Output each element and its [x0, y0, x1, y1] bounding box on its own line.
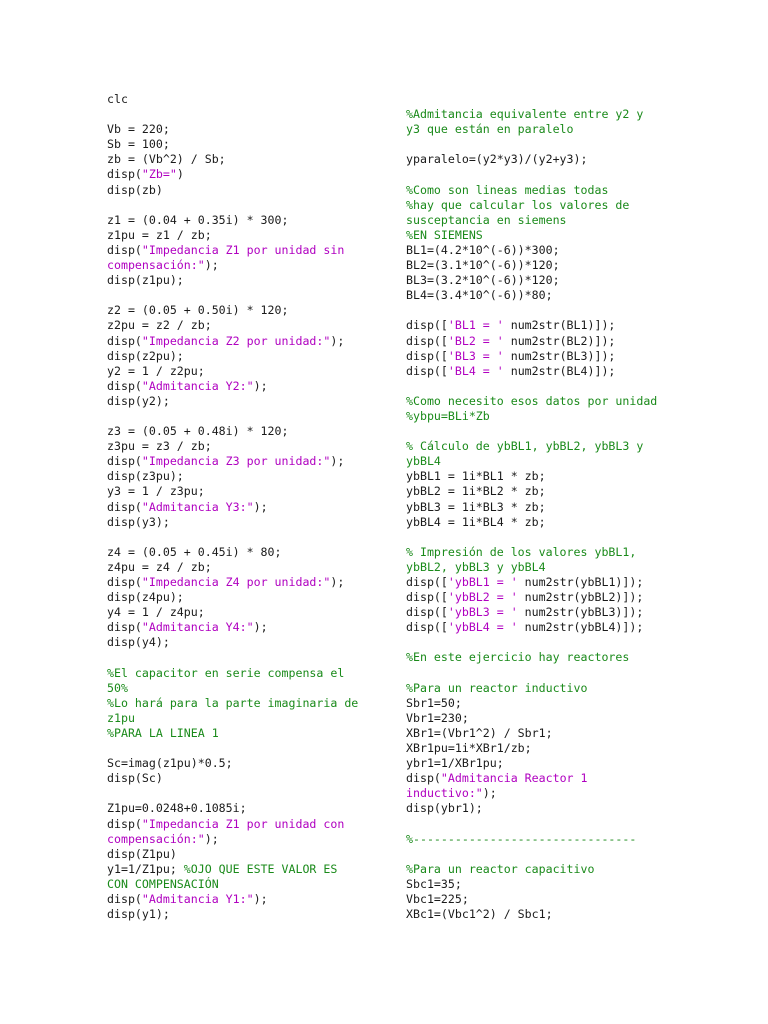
code-token: num2str(ybBL2)]);	[517, 590, 644, 605]
code-line	[107, 122, 389, 137]
code-line	[406, 469, 706, 484]
blank-line	[107, 741, 389, 756]
code-line	[107, 696, 389, 711]
code-line	[107, 605, 389, 620]
code-token: disp(y1);	[107, 907, 170, 922]
code-token: disp(z1pu);	[107, 273, 184, 288]
code-token: disp([	[406, 348, 448, 363]
code-line	[107, 635, 389, 650]
code-token: ybBL3 = 1i*BL3 * zb;	[406, 499, 546, 514]
string-token: "Admitancia Y2:"	[141, 378, 254, 393]
code-line	[406, 364, 706, 379]
code-token: Vbr1=230;	[406, 710, 469, 725]
string-token: inductivo:"	[406, 786, 483, 801]
code-token: z4 = (0.05 + 0.45i) * 80;	[107, 544, 282, 559]
blank-line	[107, 107, 389, 122]
comment-token: susceptancia en siemens	[406, 212, 567, 227]
string-token: "Impedancia Z1 por unidad sin	[141, 242, 345, 257]
code-token: z4pu = z4 / zb;	[107, 559, 212, 574]
comment-token: %hay que calcular los valores de	[406, 197, 630, 212]
code-line	[406, 243, 706, 258]
comment-token: % Cálculo de ybBL1, ybBL2, ybBL3 y	[406, 439, 644, 454]
code-line	[406, 711, 706, 726]
code-token: );	[330, 454, 345, 469]
code-token: BL4=(3.4*10^(-6))*80;	[406, 288, 553, 303]
blank-line	[107, 198, 389, 213]
code-line	[107, 862, 389, 877]
code-line	[406, 288, 706, 303]
code-token: Sbc1=35;	[406, 876, 462, 891]
code-token: y1=1/Z1pu;	[107, 861, 184, 876]
code-token: Vb = 220;	[107, 122, 170, 137]
comment-token: z1pu	[107, 710, 135, 725]
code-line	[406, 122, 706, 137]
comment-token: %Admitancia equivalente entre y2 y	[406, 107, 644, 122]
code-token: y3 = 1 / z3pu;	[107, 484, 205, 499]
code-token: disp(y4);	[107, 635, 170, 650]
code-line	[107, 560, 389, 575]
code-line	[107, 877, 389, 892]
code-line	[107, 258, 389, 273]
string-token: 'BL4 = '	[447, 363, 504, 378]
code-token: );	[204, 831, 219, 846]
code-token: Sc=imag(z1pu)*0.5;	[107, 756, 233, 771]
comment-token: %En este ejercicio hay reactores	[406, 650, 630, 665]
code-token: zb = (Vb^2) / Sb;	[107, 152, 226, 167]
code-line	[406, 862, 706, 877]
code-line	[406, 484, 706, 499]
blank-line	[406, 379, 706, 394]
code-line	[406, 801, 706, 816]
code-token: disp(z4pu);	[107, 590, 184, 605]
code-line	[406, 786, 706, 801]
code-token: yparalelo=(y2*y3)/(y2+y3);	[406, 152, 588, 167]
string-token: "Admitancia Y3:"	[141, 499, 254, 514]
code-line	[406, 605, 706, 620]
string-token: "Impedancia Z2 por unidad:"	[141, 333, 331, 348]
code-line	[107, 334, 389, 349]
code-line	[406, 515, 706, 530]
blank-line	[406, 666, 706, 681]
blank-line	[406, 424, 706, 439]
code-line	[406, 590, 706, 605]
string-token: 'BL2 = '	[447, 333, 504, 348]
code-token: disp([	[406, 605, 448, 620]
code-token: num2str(ybBL3)]);	[517, 605, 644, 620]
code-token: )	[176, 167, 184, 182]
code-token: disp([	[406, 363, 448, 378]
code-line	[406, 877, 706, 892]
comment-token: 50%	[107, 680, 128, 695]
code-line	[107, 303, 389, 318]
code-line	[406, 228, 706, 243]
string-token: 'ybBL1 = '	[447, 575, 518, 589]
string-token: 'BL3 = '	[447, 348, 504, 363]
string-token: "Impedancia Z1 por unidad con	[141, 816, 345, 831]
code-line	[107, 515, 389, 530]
code-line	[406, 545, 706, 560]
code-token: y2 = 1 / z2pu;	[107, 363, 205, 378]
code-line	[107, 711, 389, 726]
code-line	[406, 907, 706, 922]
code-line	[406, 756, 706, 771]
comment-token: %El capacitor en serie compensa el	[107, 665, 345, 680]
code-line	[107, 771, 389, 786]
code-line	[406, 575, 706, 590]
blank-line	[406, 137, 706, 152]
string-token: compensación:"	[107, 831, 205, 846]
code-token: disp(z2pu);	[107, 348, 184, 363]
code-token: Z1pu=0.0248+0.1085i;	[107, 801, 247, 816]
code-line	[107, 726, 389, 741]
code-line	[406, 394, 706, 409]
string-token: compensación:"	[107, 258, 205, 273]
code-line	[107, 379, 389, 394]
code-line	[107, 439, 389, 454]
code-token: Vbc1=225;	[406, 891, 469, 906]
code-line	[107, 152, 389, 167]
code-line	[406, 696, 706, 711]
comment-token: %ybpu=BLi*Zb	[406, 408, 490, 423]
code-line	[406, 771, 706, 786]
code-line	[406, 650, 706, 665]
code-token: num2str(BL1)]);	[503, 318, 616, 333]
code-line	[406, 318, 706, 333]
string-token: "Zb="	[141, 167, 177, 182]
code-token: z1pu = z1 / zb;	[107, 227, 212, 242]
code-line	[406, 892, 706, 907]
code-line	[107, 183, 389, 198]
code-line	[406, 198, 706, 213]
code-token: disp(	[107, 167, 142, 182]
code-token: XBr1=(Vbr1^2) / Sbr1;	[406, 725, 553, 740]
code-token: z1 = (0.04 + 0.35i) * 300;	[107, 212, 289, 227]
code-line	[107, 454, 389, 469]
code-token: ybBL2 = 1i*BL2 * zb;	[406, 484, 546, 499]
code-line	[107, 545, 389, 560]
code-line	[406, 213, 706, 228]
blank-line	[406, 635, 706, 650]
code-line	[107, 832, 389, 847]
code-line	[406, 620, 706, 635]
code-token: );	[482, 786, 497, 801]
code-line	[107, 469, 389, 484]
code-token: );	[330, 333, 345, 348]
comment-token: %Para un reactor capacitivo	[406, 861, 595, 876]
code-line	[107, 575, 389, 590]
blank-line	[406, 92, 706, 107]
code-token: );	[253, 499, 268, 514]
code-token: disp(zb)	[107, 182, 163, 197]
code-token: disp(z3pu);	[107, 469, 184, 484]
string-token: "Admitancia Y4:"	[141, 620, 254, 635]
code-line	[107, 801, 389, 816]
comment-token: %Para un reactor inductivo	[406, 680, 588, 695]
code-token: num2str(BL4)]);	[503, 363, 616, 378]
blank-line	[406, 817, 706, 832]
code-line	[406, 273, 706, 288]
code-line	[107, 349, 389, 364]
code-line	[107, 167, 389, 182]
code-token: );	[330, 575, 345, 589]
blank-line	[406, 303, 706, 318]
code-line	[107, 756, 389, 771]
code-line	[107, 213, 389, 228]
code-token: z2 = (0.05 + 0.50i) * 120;	[107, 303, 289, 318]
code-token: ybr1=1/XBr1pu;	[406, 756, 504, 771]
code-line	[406, 560, 706, 575]
code-token: num2str(ybBL1)]);	[517, 575, 644, 589]
blank-line	[107, 786, 389, 801]
code-token: BL2=(3.1*10^(-6))*120;	[406, 258, 560, 273]
code-line	[107, 500, 389, 515]
blank-line	[107, 650, 389, 665]
code-token: Sbr1=50;	[406, 695, 462, 710]
code-line	[406, 349, 706, 364]
code-token: );	[253, 891, 268, 906]
code-line	[107, 847, 389, 862]
blank-line	[406, 847, 706, 862]
code-line	[107, 424, 389, 439]
code-line	[406, 741, 706, 756]
code-token: BL3=(3.2*10^(-6))*120;	[406, 273, 560, 288]
code-line	[107, 394, 389, 409]
code-token: num2str(BL2)]);	[503, 333, 616, 348]
code-line	[406, 334, 706, 349]
code-line	[107, 137, 389, 152]
code-token: disp(	[107, 333, 142, 348]
comment-token: % Impresión de los valores ybBL1,	[406, 544, 637, 559]
code-token: disp(ybr1);	[406, 801, 483, 816]
code-token: disp([	[406, 318, 448, 333]
code-line	[406, 726, 706, 741]
code-token: disp([	[406, 620, 448, 635]
code-line	[406, 152, 706, 167]
code-token: disp(	[107, 378, 142, 393]
code-token: num2str(BL3)]);	[503, 348, 616, 363]
code-line	[107, 364, 389, 379]
code-line	[107, 817, 389, 832]
blank-line	[406, 167, 706, 182]
comment-token: y3 que están en paralelo	[406, 122, 574, 137]
code-token: disp(y3);	[107, 514, 170, 529]
blank-line	[107, 530, 389, 545]
code-line	[107, 484, 389, 499]
comment-token: %--------------------------------	[406, 831, 637, 846]
code-token: XBr1pu=1i*XBr1/zb;	[406, 741, 532, 756]
code-token: Sb = 100;	[107, 137, 170, 152]
code-line	[107, 681, 389, 696]
code-token: z3pu = z3 / zb;	[107, 439, 212, 454]
code-line	[406, 832, 706, 847]
code-token: disp(	[107, 454, 142, 469]
comment-token: %Como necesito esos datos por unidad	[406, 393, 658, 408]
code-token: disp(Sc)	[107, 771, 163, 786]
comment-token: %PARA LA LINEA 1	[107, 725, 219, 740]
code-token: XBc1=(Vbc1^2) / Sbc1;	[406, 907, 553, 922]
code-column-right	[406, 92, 706, 922]
string-token: 'ybBL4 = '	[447, 620, 518, 635]
code-token: ybBL4 = 1i*BL4 * zb;	[406, 514, 546, 529]
code-token: disp(	[107, 891, 142, 906]
code-line	[406, 681, 706, 696]
code-line	[107, 590, 389, 605]
comment-token: %OJO QUE ESTE VALOR ES	[183, 861, 338, 876]
code-token: );	[253, 378, 268, 393]
string-token: "Admitancia Reactor 1	[440, 771, 588, 786]
code-token: ybBL1 = 1i*BL1 * zb;	[406, 469, 546, 484]
blank-line	[406, 530, 706, 545]
blank-line	[107, 288, 389, 303]
code-token: disp(	[107, 816, 142, 831]
code-line	[107, 228, 389, 243]
code-line	[107, 620, 389, 635]
code-token: y4 = 1 / z4pu;	[107, 605, 205, 620]
string-token: "Impedancia Z3 por unidad:"	[141, 454, 331, 469]
string-token: 'ybBL2 = '	[447, 590, 518, 605]
code-line	[406, 500, 706, 515]
code-token: clc	[107, 92, 128, 106]
comment-token: %EN SIEMENS	[406, 227, 483, 242]
code-column-left	[107, 92, 389, 922]
code-line	[107, 273, 389, 288]
code-token: disp([	[406, 333, 448, 348]
code-token: z2pu = z2 / zb;	[107, 318, 212, 333]
code-line	[107, 318, 389, 333]
comment-token: %Lo hará para la parte imaginaria de	[107, 695, 359, 710]
code-token: disp(y2);	[107, 393, 170, 408]
code-token: disp(	[107, 620, 142, 635]
code-token: );	[204, 258, 219, 273]
comment-token: CON COMPENSACIÓN	[107, 876, 219, 891]
code-token: disp(	[406, 771, 441, 786]
code-token: num2str(ybBL4)]);	[517, 620, 644, 635]
code-line	[107, 892, 389, 907]
string-token: 'ybBL3 = '	[447, 605, 518, 620]
code-line	[406, 107, 706, 122]
code-line	[406, 454, 706, 469]
code-token: disp([	[406, 575, 448, 589]
code-line	[107, 666, 389, 681]
code-token: BL1=(4.2*10^(-6))*300;	[406, 242, 560, 257]
code-line	[406, 409, 706, 424]
comment-token: ybBL4	[406, 454, 441, 469]
code-token: disp(	[107, 575, 142, 589]
code-line	[406, 258, 706, 273]
code-line	[107, 92, 389, 107]
string-token: "Admitancia Y1:"	[141, 891, 254, 906]
code-line	[107, 243, 389, 258]
code-token: disp(	[107, 499, 142, 514]
code-token: disp([	[406, 590, 448, 605]
code-token: z3 = (0.05 + 0.48i) * 120;	[107, 424, 289, 439]
string-token: 'BL1 = '	[447, 318, 504, 333]
code-line	[406, 439, 706, 454]
comment-token: ybBL2, ybBL3 y ybBL4	[406, 559, 546, 574]
code-token: );	[253, 620, 268, 635]
comment-token: %Como son lineas medias todas	[406, 182, 609, 197]
blank-line	[107, 409, 389, 424]
code-token: disp(Z1pu)	[107, 846, 177, 861]
string-token: "Impedancia Z4 por unidad:"	[141, 575, 331, 589]
code-line	[406, 183, 706, 198]
code-line	[107, 907, 389, 922]
code-token: disp(	[107, 242, 142, 257]
